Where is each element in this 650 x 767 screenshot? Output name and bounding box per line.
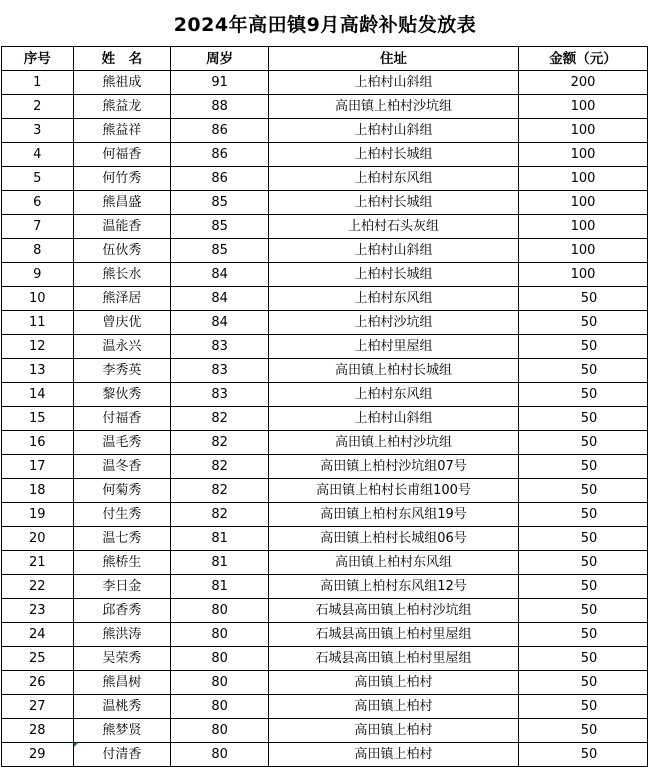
table-row: [2, 695, 648, 719]
table-row: [2, 479, 648, 503]
cell-address[interactable]: 高田镇上柏村东风组19号: [269, 503, 519, 527]
cell-address[interactable]: 高田镇上柏村沙坑组: [269, 431, 519, 455]
cell-index[interactable]: 26: [2, 671, 74, 695]
cell-age[interactable]: 80: [171, 647, 269, 671]
cell-amount[interactable]: 100: [518, 215, 647, 239]
cell-name[interactable]: 温毛秀: [73, 431, 171, 455]
cell-address[interactable]: 高田镇上柏村: [269, 743, 519, 767]
table-row: [2, 599, 648, 623]
cell-amount[interactable]: 50: [518, 599, 647, 623]
table-row: [2, 311, 648, 335]
table-row: [2, 191, 648, 215]
cell-amount[interactable]: 100: [518, 167, 647, 191]
table-row: [2, 239, 648, 263]
cell-name[interactable]: 熊昌树: [73, 671, 171, 695]
cell-address[interactable]: 石城县高田镇上柏村里屋组: [269, 647, 519, 671]
cell-index[interactable]: 28: [2, 719, 74, 743]
table-row: [2, 383, 648, 407]
cell-index[interactable]: 4: [2, 143, 74, 167]
cell-index[interactable]: 29: [2, 743, 74, 767]
cell-age[interactable]: 81: [171, 575, 269, 599]
cell-amount[interactable]: 100: [518, 263, 647, 287]
cell-index[interactable]: 12: [2, 335, 74, 359]
cell-address[interactable]: 石城县高田镇上柏村里屋组: [269, 623, 519, 647]
header-age[interactable]: 周岁: [171, 47, 269, 71]
cell-age[interactable]: 82: [171, 431, 269, 455]
table-row: [2, 719, 648, 743]
cell-address[interactable]: 上柏村长城组: [269, 143, 519, 167]
cell-index[interactable]: 17: [2, 455, 74, 479]
cell-index[interactable]: 23: [2, 599, 74, 623]
cell-name[interactable]: 熊昌盛: [73, 191, 171, 215]
table-row: [2, 71, 648, 95]
cell-amount[interactable]: 100: [518, 95, 647, 119]
cell-indicator-icon: [74, 743, 78, 747]
cell-address[interactable]: 高田镇上柏村: [269, 719, 519, 743]
cell-amount[interactable]: 50: [518, 431, 647, 455]
sheet-title: 2024年高田镇9月高龄补贴发放表: [173, 13, 477, 36]
cell-index[interactable]: 18: [2, 479, 74, 503]
cell-address[interactable]: 高田镇上柏村东风组: [269, 551, 519, 575]
cell-index[interactable]: 10: [2, 287, 74, 311]
cell-name[interactable]: 温冬香: [73, 455, 171, 479]
cell-age[interactable]: 80: [171, 695, 269, 719]
cell-address[interactable]: 上柏村山斜组: [269, 407, 519, 431]
table-row: [2, 335, 648, 359]
table-row: [2, 95, 648, 119]
table-row: [2, 407, 648, 431]
cell-age[interactable]: 83: [171, 383, 269, 407]
cell-address[interactable]: 上柏村沙坑组: [269, 311, 519, 335]
cell-age[interactable]: 85: [171, 191, 269, 215]
cell-index[interactable]: 1: [2, 71, 74, 95]
cell-address[interactable]: 石城县高田镇上柏村沙坑组: [269, 599, 519, 623]
cell-age[interactable]: 82: [171, 455, 269, 479]
cell-age[interactable]: 85: [171, 239, 269, 263]
cell-name[interactable]: 李秀英: [73, 359, 171, 383]
cell-age[interactable]: 91: [171, 71, 269, 95]
table-row: [2, 287, 648, 311]
subsidy-table: [1, 46, 648, 767]
cell-amount[interactable]: 50: [518, 359, 647, 383]
cell-name[interactable]: 熊梦贤: [73, 719, 171, 743]
table-row: [2, 647, 648, 671]
cell-name[interactable]: 何福香: [73, 143, 171, 167]
cell-address[interactable]: 高田镇上柏村东风组12号: [269, 575, 519, 599]
cell-amount[interactable]: 100: [518, 143, 647, 167]
cell-index[interactable]: 2: [2, 95, 74, 119]
cell-address[interactable]: 上柏村山斜组: [269, 119, 519, 143]
cell-amount[interactable]: 100: [518, 119, 647, 143]
cell-name[interactable]: 付生秀: [73, 503, 171, 527]
cell-index[interactable]: 15: [2, 407, 74, 431]
table-row: [2, 551, 648, 575]
cell-amount[interactable]: 50: [518, 311, 647, 335]
cell-index[interactable]: 27: [2, 695, 74, 719]
cell-age[interactable]: 88: [171, 95, 269, 119]
cell-age[interactable]: 82: [171, 407, 269, 431]
cell-name[interactable]: 温七秀: [73, 527, 171, 551]
table-row: [2, 167, 648, 191]
cell-name[interactable]: 熊祖成: [73, 71, 171, 95]
cell-index[interactable]: 20: [2, 527, 74, 551]
cell-index[interactable]: 7: [2, 215, 74, 239]
cell-address[interactable]: 高田镇上柏村: [269, 671, 519, 695]
cell-index[interactable]: 3: [2, 119, 74, 143]
cell-address[interactable]: 上柏村长城组: [269, 191, 519, 215]
cell-name[interactable]: 何竹秀: [73, 167, 171, 191]
cell-address[interactable]: 上柏村山斜组: [269, 71, 519, 95]
cell-name[interactable]: 何菊秀: [73, 479, 171, 503]
table-row: [2, 575, 648, 599]
cell-age[interactable]: 80: [171, 623, 269, 647]
cell-name[interactable]: 熊泽居: [73, 287, 171, 311]
table-row: [2, 143, 648, 167]
table-row: [2, 431, 648, 455]
cell-address[interactable]: 高田镇上柏村长城组06号: [269, 527, 519, 551]
cell-address[interactable]: 上柏村里屋组: [269, 335, 519, 359]
cell-name[interactable]: 邱香秀: [73, 599, 171, 623]
table-row: [2, 215, 648, 239]
header-address[interactable]: 住址: [269, 47, 519, 71]
cell-amount[interactable]: 100: [518, 191, 647, 215]
cell-amount[interactable]: 50: [518, 623, 647, 647]
cell-age[interactable]: 86: [171, 167, 269, 191]
cell-amount[interactable]: 50: [518, 695, 647, 719]
cell-name[interactable]: 熊益祥: [73, 119, 171, 143]
cell-age[interactable]: 86: [171, 119, 269, 143]
cell-amount[interactable]: 50: [518, 287, 647, 311]
table-row: [2, 671, 648, 695]
cell-address[interactable]: 上柏村山斜组: [269, 239, 519, 263]
cell-amount[interactable]: 50: [518, 719, 647, 743]
cell-address[interactable]: 上柏村石头灰组: [269, 215, 519, 239]
cell-age[interactable]: 80: [171, 719, 269, 743]
table-row: [2, 527, 648, 551]
cell-age[interactable]: 85: [171, 215, 269, 239]
cell-index[interactable]: 13: [2, 359, 74, 383]
cell-amount[interactable]: 50: [518, 383, 647, 407]
cell-amount[interactable]: 50: [518, 479, 647, 503]
cell-address[interactable]: 上柏村东风组: [269, 167, 519, 191]
cell-age[interactable]: 84: [171, 263, 269, 287]
cell-index[interactable]: 9: [2, 263, 74, 287]
cell-name[interactable]: 吴荣秀: [73, 647, 171, 671]
cell-amount[interactable]: 50: [518, 743, 647, 767]
cell-age[interactable]: 82: [171, 479, 269, 503]
table-row: [2, 503, 648, 527]
cell-amount[interactable]: 50: [518, 527, 647, 551]
cell-amount[interactable]: 200: [518, 71, 647, 95]
cell-age[interactable]: 84: [171, 311, 269, 335]
cell-address[interactable]: 高田镇上柏村长甫组100号: [269, 479, 519, 503]
cell-name[interactable]: 黎伙秀: [73, 383, 171, 407]
cell-age[interactable]: 83: [171, 335, 269, 359]
table-row: [2, 623, 648, 647]
cell-name[interactable]: 付清香: [73, 743, 171, 767]
cell-amount[interactable]: 50: [518, 575, 647, 599]
cell-index[interactable]: 6: [2, 191, 74, 215]
cell-name[interactable]: 熊洪涛: [73, 623, 171, 647]
cell-index[interactable]: 25: [2, 647, 74, 671]
cell-index[interactable]: 19: [2, 503, 74, 527]
cell-amount[interactable]: 50: [518, 647, 647, 671]
cell-age[interactable]: 81: [171, 551, 269, 575]
cell-name[interactable]: 熊益龙: [73, 95, 171, 119]
table-row: [2, 263, 648, 287]
cell-address[interactable]: 高田镇上柏村长城组: [269, 359, 519, 383]
cell-index[interactable]: 11: [2, 311, 74, 335]
cell-amount[interactable]: 50: [518, 455, 647, 479]
cell-index[interactable]: 22: [2, 575, 74, 599]
cell-age[interactable]: 83: [171, 359, 269, 383]
header-amount[interactable]: 金额（元）: [518, 47, 647, 71]
cell-age[interactable]: 82: [171, 503, 269, 527]
cell-age[interactable]: 80: [171, 671, 269, 695]
cell-address[interactable]: 高田镇上柏村沙坑组: [269, 95, 519, 119]
cell-name[interactable]: 伍伙秀: [73, 239, 171, 263]
cell-age[interactable]: 84: [171, 287, 269, 311]
header-index[interactable]: 序号: [2, 47, 74, 71]
cell-amount[interactable]: 50: [518, 407, 647, 431]
cell-age[interactable]: 86: [171, 143, 269, 167]
cell-index[interactable]: 5: [2, 167, 74, 191]
cell-index[interactable]: 21: [2, 551, 74, 575]
cell-address[interactable]: 上柏村东风组: [269, 287, 519, 311]
cell-amount[interactable]: 50: [518, 503, 647, 527]
cell-amount[interactable]: 50: [518, 335, 647, 359]
table-row: [2, 743, 648, 767]
cell-name[interactable]: 曾庆优: [73, 311, 171, 335]
cell-index[interactable]: 8: [2, 239, 74, 263]
cell-name[interactable]: 熊桥生: [73, 551, 171, 575]
cell-age[interactable]: 81: [171, 527, 269, 551]
cell-amount[interactable]: 100: [518, 239, 647, 263]
cell-name[interactable]: 熊长水: [73, 263, 171, 287]
cell-amount[interactable]: 50: [518, 551, 647, 575]
cell-name[interactable]: 李日金: [73, 575, 171, 599]
cell-age[interactable]: 80: [171, 599, 269, 623]
cell-age[interactable]: 80: [171, 743, 269, 767]
cell-address[interactable]: 高田镇上柏村沙坑组07号: [269, 455, 519, 479]
cell-index[interactable]: 16: [2, 431, 74, 455]
cell-name[interactable]: 温桃秀: [73, 695, 171, 719]
cell-address[interactable]: 高田镇上柏村: [269, 695, 519, 719]
cell-name[interactable]: 付福香: [73, 407, 171, 431]
table-row: [2, 455, 648, 479]
cell-name[interactable]: 温永兴: [73, 335, 171, 359]
table-row: [2, 119, 648, 143]
cell-address[interactable]: 上柏村东风组: [269, 383, 519, 407]
table-body: [2, 71, 648, 767]
cell-index[interactable]: 14: [2, 383, 74, 407]
cell-amount[interactable]: 50: [518, 671, 647, 695]
table-row: [2, 359, 648, 383]
header-name[interactable]: 姓 名: [73, 47, 171, 71]
cell-name[interactable]: 温能香: [73, 215, 171, 239]
header-row: [2, 47, 648, 71]
cell-index[interactable]: 24: [2, 623, 74, 647]
cell-address[interactable]: 上柏村长城组: [269, 263, 519, 287]
